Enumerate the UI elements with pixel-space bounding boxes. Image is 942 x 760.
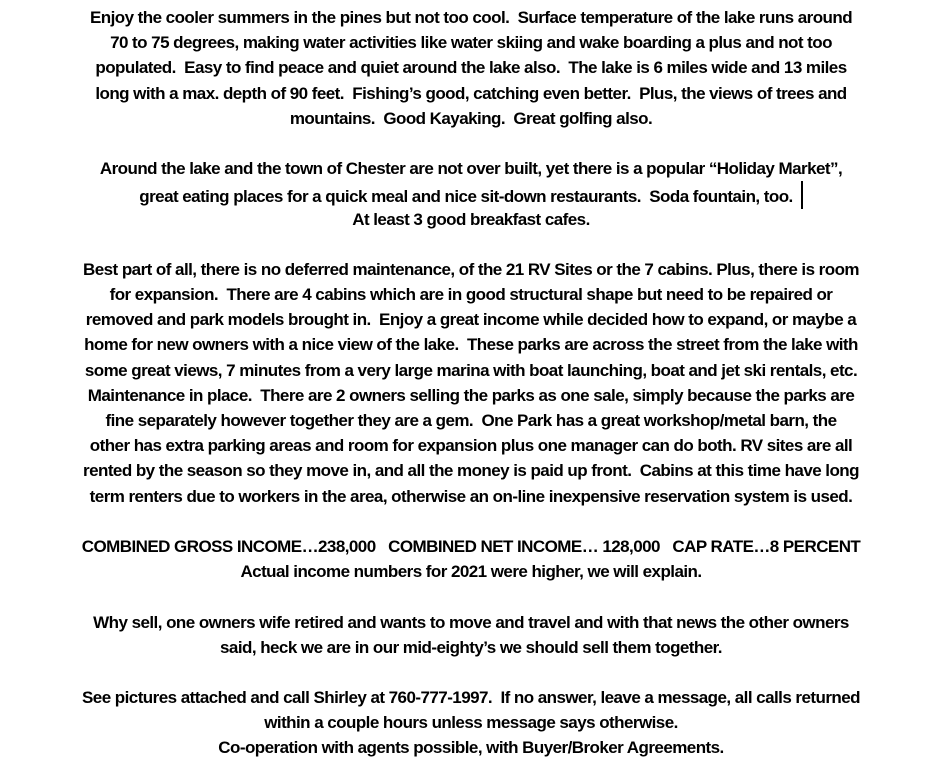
paragraph-town-description — [0, 156, 942, 232]
paragraph-property-description — [0, 257, 942, 509]
text-line-with-cursor — [0, 181, 942, 206]
paragraph-contact-info — [0, 685, 942, 760]
text-cursor — [801, 181, 803, 209]
text-line-financials: COMBINED GROSS INCOME…238,000 COMBINED NET INCOME… 128,000 CAP RATE…8 PERCENT — [81, 536, 861, 556]
text-line: Around the lake and the town of Chester are not over built, yet there is a popular “Holiday Market”, — [99, 159, 843, 179]
text-line: removed and park models brought in. Enjoy a great income while decided how to expand, or maybe a — [85, 310, 857, 330]
text-body[interactable] — [0, 5, 942, 760]
text-line: fine separately however together they are a gem. One Park has a great workshop/metal barn, the — [105, 411, 837, 430]
text-line: great eating places for a quick meal and nice sit-down restaurants. Soda fountain, too. — [139, 187, 793, 207]
text-line: for expansion. There are 4 cabins which are in good structural shape but need to be repaired or — [109, 285, 833, 305]
text-line: mountains. Good Kayaking. Great golfing also. — [289, 108, 653, 128]
text-line: long with a max. depth of 90 feet. Fishing’s good, catching even better. Plus, the views of trees and — [95, 83, 847, 103]
text-line: term renters due to workers in the area, otherwise an on-line inexpensive reservation system is used. — [89, 486, 853, 506]
text-line: within a couple hours unless message says otherwise. — [264, 713, 678, 733]
text-line: other has extra parking areas and room for expansion plus one manager can do both. RV sites are all — [89, 436, 853, 456]
paragraph-reason-for-selling — [0, 610, 942, 660]
text-line-phone: See pictures attached and call Shirley at 760-777-1997. If no answer, leave a message, all calls returned — [82, 688, 860, 708]
text-line: some great views, 7 minutes from a very large marina with boat launching, boat and jet ski rentals, etc. — [84, 360, 858, 380]
paragraph-lake-description — [0, 5, 942, 131]
text-line: said, heck we are in our mid-eighty’s we should sell them together. — [220, 637, 722, 657]
text-line: Why sell, one owners wife retired and wants to move and travel and with that news the other owners — [93, 612, 849, 632]
text-line: 70 to 75 degrees, making water activities like water skiing and wake boarding a plus and not too — [110, 33, 832, 53]
text-line: rented by the season so they move in, and all the money is paid up front. Cabins at this time have long — [83, 461, 859, 481]
text-line: Co-operation with agents possible, with Buyer/Broker Agreements. — [218, 738, 724, 758]
text-line: At least 3 good breakfast cafes. — [352, 209, 590, 229]
text-line: Enjoy the cooler summers in the pines but not too cool. Surface temperature of the lake runs around — [89, 8, 853, 27]
text-line: Maintenance in place. There are 2 owners selling the parks as one sale, simply because the parks are — [87, 385, 855, 405]
paragraph-financials — [0, 534, 942, 584]
text-line: home for new owners with a nice view of the lake. These parks are across the street from the lake with — [84, 335, 858, 355]
text-line: Actual income numbers for 2021 were higher, we will explain. — [240, 562, 702, 582]
text-line: populated. Easy to find peace and quiet around the lake also. The lake is 6 miles wide and 13 miles — [95, 58, 847, 78]
text-line: Best part of all, there is no deferred maintenance, of the 21 RV Sites or the 7 cabins. Plus, there is room — [83, 259, 859, 279]
